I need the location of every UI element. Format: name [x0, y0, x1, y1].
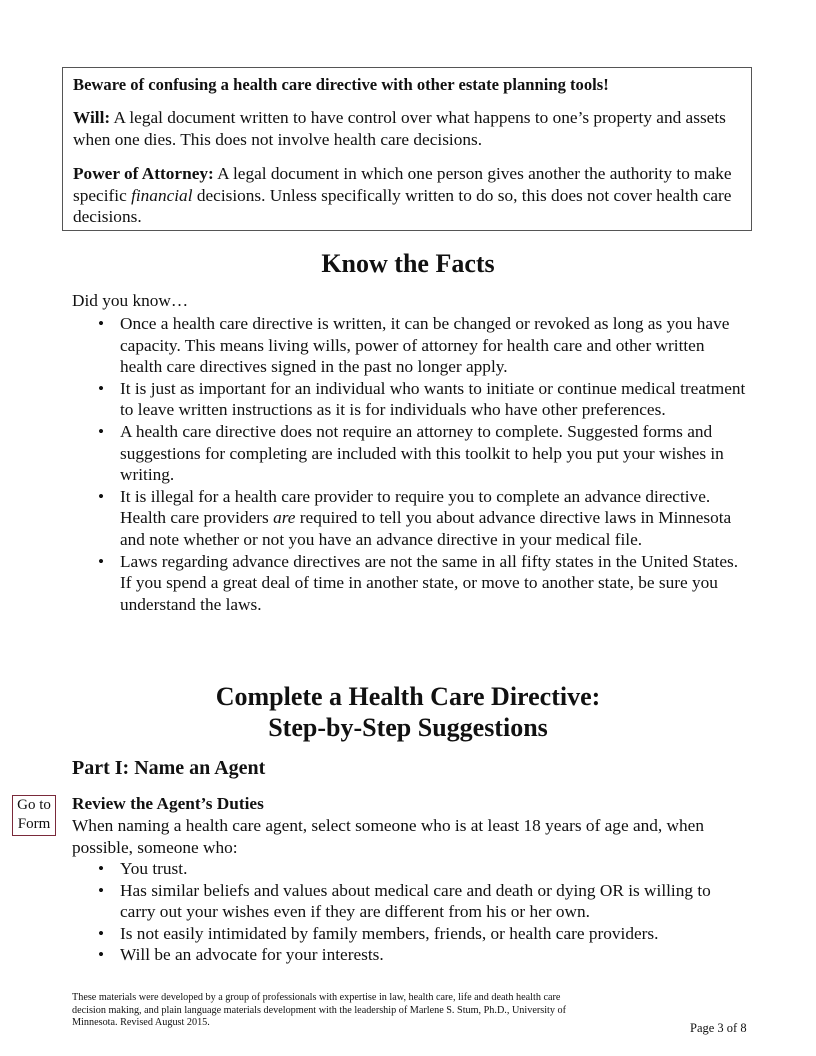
will-text: A legal document written to have control over what happens to one’s property and assets when one dies. This does not involve health care decisions. — [73, 108, 726, 149]
will-definition — [73, 107, 745, 150]
go-to-form-link[interactable] — [12, 795, 56, 836]
list-item: • You trust. — [72, 858, 746, 880]
fact-emphasis: are — [273, 508, 296, 528]
callout-title: Beware of confusing a health care directive with other estate planning tools! — [73, 75, 609, 94]
fact-text: It is illegal for a health care provider to require you to complete an advance directive. Health care providers — [120, 486, 711, 528]
go-to-form-line1: Go to — [17, 797, 51, 813]
poa-text: A legal document in which one person gives another the authority to make specific — [73, 164, 732, 205]
list-item: • Laws regarding advance directives are not the same in all fifty states in the United States. If you spend a great deal of time in another state, or move to another state, be sure you understand the laws. — [72, 551, 746, 616]
list-item: • Will be an advocate for your interests. — [72, 944, 746, 966]
list-item — [72, 486, 746, 551]
know-facts-heading: Know the Facts — [321, 249, 495, 278]
footer-credits: These materials were developed by a group of professionals with expertise in law, health care, life and death health care decision making, and plain language materials development with the leadership of Marlene S. Stum, Ph.D., University of Minnesota. Revised August 2015. — [72, 992, 566, 1029]
poa-definition — [73, 163, 745, 228]
poa-emphasis: financial — [131, 185, 193, 205]
agent-intro: When naming a health care agent, select someone who is at least 18 years of age and, when possible, someone who: — [72, 816, 704, 857]
fact-text-end: required to tell you about advance directive laws in Minnesota and note whether or not you have an advance directive in your medical file. — [120, 508, 732, 549]
estate-planning-callout — [62, 67, 752, 231]
will-term: Will: — [73, 108, 111, 127]
part-heading: Part I: Name an Agent — [72, 757, 266, 779]
facts-list — [72, 313, 746, 615]
page-number: Page 3 of 8 — [690, 1021, 747, 1035]
list-item: • It is just as important for an individual who wants to initiate or continue medical treatment to leave written instructions as it is for individuals who have other preferences. — [72, 378, 746, 421]
list-item: • Once a health care directive is written, it can be changed or revoked as long as you have capacity. This means living wills, power of attorney for health care and other written health care directives signed in the past no longer apply. — [72, 313, 746, 378]
facts-intro: Did you know… — [72, 291, 189, 310]
complete-heading-line2: Step-by-Step Suggestions — [268, 713, 548, 742]
agent-duties-subheading: Review the Agent’s Duties — [72, 794, 264, 813]
poa-text-end: decisions. Unless specifically written to do so, this does not cover health care decisions. — [73, 185, 732, 227]
poa-term: Power of Attorney: — [73, 164, 214, 183]
complete-heading-line1: Complete a Health Care Directive: — [215, 682, 601, 711]
list-item: • Has similar beliefs and values about medical care and death or dying OR is willing to carry out your wishes even if they are different from his or her own. — [72, 880, 746, 923]
list-item: • A health care directive does not require an attorney to complete. Suggested forms and suggestions for completing are included with this toolkit to help you put your wishes in writing. — [72, 421, 746, 486]
go-to-form-line2: Form — [17, 816, 51, 832]
list-item: • Is not easily intimidated by family members, friends, or health care providers. — [72, 923, 746, 945]
agent-criteria-list — [72, 858, 746, 966]
